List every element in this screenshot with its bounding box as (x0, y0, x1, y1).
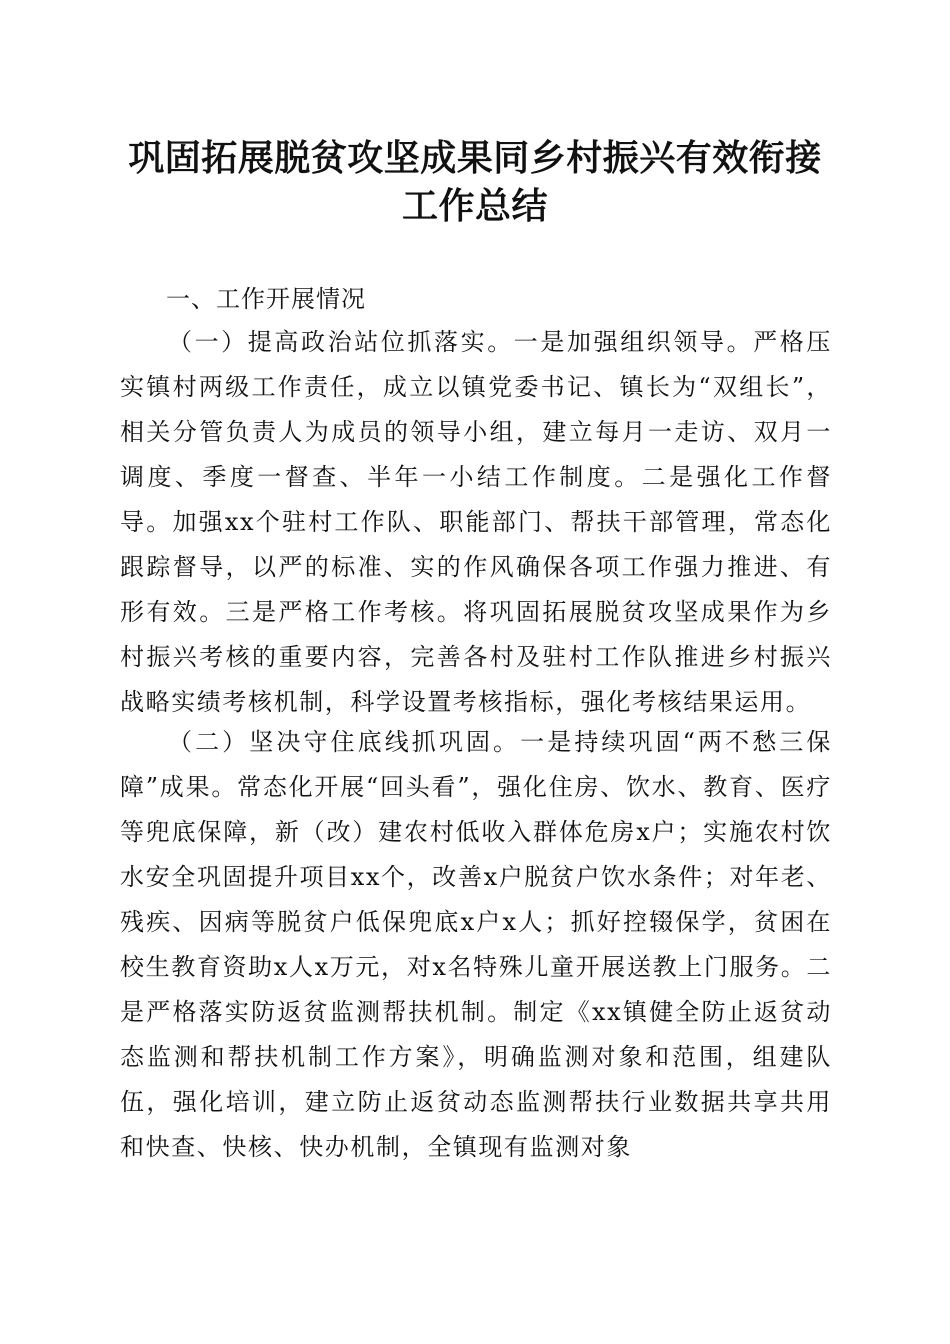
paragraph-2-lead: （二）坚决守住底线抓巩固。 (168, 728, 521, 756)
section-heading: 一、工作开展情况 (166, 285, 366, 313)
document-title: 巩固拓展脱贫攻坚成果同乡村振兴有效衔接工作总结 (128, 137, 822, 227)
paragraph-2-body: 一是持续巩固“两不愁三保障”成果。常态化开展“回头看”，强化住房、饮水、教育、医疗等兜底保障，新（改）建农村低收入群体危房x户；实施农村饮水安全巩固提升项目xx个，改善x户脱贫户饮水条件；对年老、残疾、因病等脱贫户低保兜底x户x人；抓好控辍保学，贫困在校生教育资助x人x万元，对x名特殊儿童开展送教上门服务。二是严格落实防返贫监测帮扶机制。制定《xx镇健全防止返贫动态监测和帮扶机制工作方案》，明确监测对象和范围，组建队伍，强化培训，建立防止返贫动态监测帮扶行业数据共享共用和快查、快核、快办机制，全镇现有监测对象 (120, 728, 832, 1161)
paragraph-1-lead: （一）提高政治站位抓落实。 (168, 328, 514, 356)
paragraph-1-body: 一是加强组织领导。严格压实镇村两级工作责任，成立以镇党委书记、镇长为“双组长”，相关分管负责人为成员的领导小组，建立每月一走访、双月一调度、季度一督查、半年一小结工作制度。二是强化工作督导。加强xx个驻村工作队、职能部门、帮扶干部管理，常态化跟踪督导，以严的标准、实的作风确保各项工作强力推进、有形有效。三是严格工作考核。将巩固拓展脱贫攻坚成果作为乡村振兴考核的重要内容，完善各村及驻村工作队推进乡村振兴战略实绩考核机制，科学设置考核指标，强化考核结果运用。 (120, 328, 832, 716)
paragraph-2 (120, 720, 832, 1170)
paragraph-1 (120, 320, 832, 725)
